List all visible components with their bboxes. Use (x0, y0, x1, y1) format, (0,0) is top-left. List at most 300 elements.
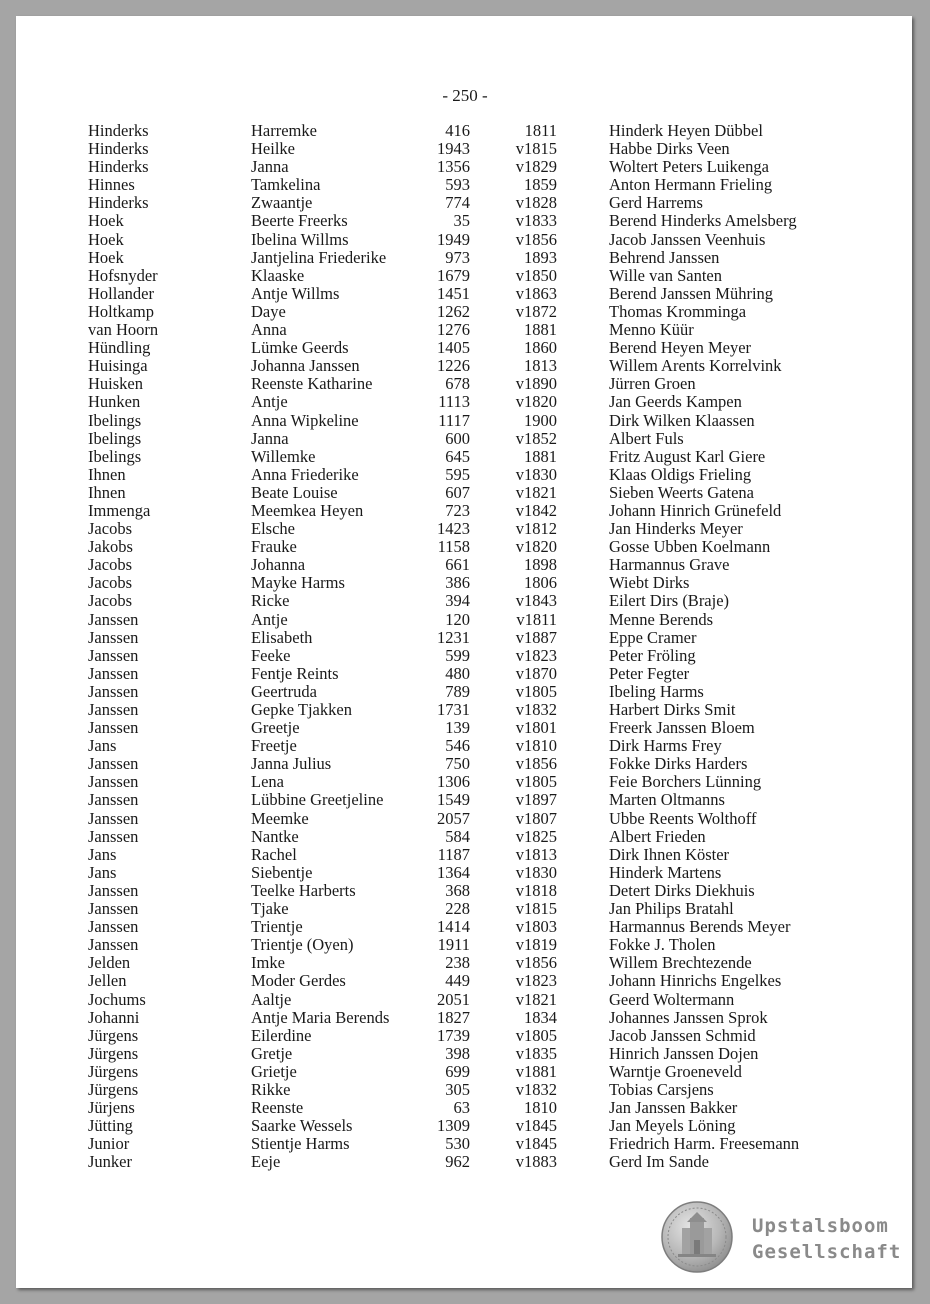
entry-number-cell: 1309 (437, 1116, 470, 1136)
entry-number-cell: 530 (445, 1134, 470, 1154)
spouse-cell: Johannes Janssen Sprok (609, 1007, 768, 1027)
year-cell: v1843 (515, 591, 557, 611)
table-row (0, 502, 930, 520)
given-name-cell: Daye (251, 301, 286, 321)
year-cell: v1820 (515, 537, 557, 557)
surname-cell: Jacobs (88, 591, 132, 611)
given-name-cell: Teelke Harberts (251, 880, 356, 900)
entry-number-cell: 1187 (437, 844, 470, 864)
spouse-cell: Behrend Janssen (609, 247, 720, 267)
table-row (0, 393, 930, 411)
surname-cell: Janssen (88, 663, 139, 683)
year-cell: v1801 (515, 718, 557, 738)
year-cell: 1811 (524, 121, 557, 140)
table-row (0, 158, 930, 176)
surname-cell: Jacobs (88, 555, 132, 575)
given-name-cell: Lümke Geerds (251, 338, 349, 358)
table-row (0, 212, 930, 230)
table-row (0, 1045, 930, 1063)
entry-number-cell: 1356 (437, 157, 470, 177)
given-name-cell: Rikke (251, 1079, 291, 1099)
given-name-cell: Harremke (251, 121, 317, 140)
year-cell: v1897 (515, 790, 557, 810)
spouse-cell: Johann Hinrich Grünefeld (609, 500, 782, 520)
entry-number-cell: 228 (445, 899, 470, 919)
entry-number-cell: 394 (445, 591, 470, 611)
given-name-cell: Saarke Wessels (251, 1116, 353, 1136)
table-row (0, 1153, 930, 1171)
spouse-cell: Jürren Groen (609, 374, 696, 394)
table-row (0, 810, 930, 828)
table-row (0, 1099, 930, 1117)
year-cell: v1852 (515, 428, 557, 448)
given-name-cell: Aaltje (251, 989, 292, 1009)
table-row (0, 357, 930, 375)
table-row (0, 303, 930, 321)
entry-number-cell: 1158 (437, 537, 470, 557)
year-cell: v1805 (515, 681, 557, 701)
year-cell: v1820 (515, 392, 557, 412)
spouse-cell: Dirk Wilken Klaassen (609, 410, 755, 430)
surname-cell: Ibelings (88, 428, 142, 448)
spouse-cell: Wille van Santen (609, 265, 722, 285)
year-cell: v1823 (515, 971, 557, 991)
table-row (0, 339, 930, 357)
given-name-cell: Beerte Freerks (251, 211, 348, 231)
surname-cell: Junker (88, 1152, 132, 1172)
year-cell: 1834 (524, 1007, 557, 1027)
given-name-cell: Mayke Harms (251, 573, 345, 593)
table-row (0, 972, 930, 990)
given-name-cell: Anna (251, 320, 287, 340)
entry-number-cell: 750 (445, 754, 470, 774)
surname-cell: Hinderks (88, 139, 149, 159)
table-row (0, 611, 930, 629)
year-cell: 1898 (524, 555, 557, 575)
year-cell: 1881 (524, 320, 557, 340)
year-cell: v1881 (515, 1061, 557, 1081)
table-row (0, 647, 930, 665)
spouse-cell: Menne Berends (609, 609, 714, 629)
spouse-cell: Fritz August Karl Giere (609, 446, 766, 466)
spouse-cell: Peter Fegter (609, 663, 690, 683)
table-row (0, 412, 930, 430)
entry-number-cell: 678 (445, 374, 470, 394)
spouse-cell: Gerd Harrems (609, 193, 703, 213)
given-name-cell: Stientje Harms (251, 1134, 350, 1154)
spouse-cell: Marten Oltmanns (609, 790, 725, 810)
entry-number-cell: 1739 (437, 1025, 470, 1045)
year-cell: v1830 (515, 464, 557, 484)
surname-cell: Huisken (88, 374, 143, 394)
surname-cell: Hinnes (88, 175, 135, 195)
surname-cell: Jochums (88, 989, 146, 1009)
surname-cell: Jellen (88, 971, 127, 991)
spouse-cell: Feie Borchers Lünning (609, 772, 762, 792)
table-row (0, 773, 930, 791)
entry-number-cell: 1414 (437, 917, 470, 937)
given-name-cell: Freetje (251, 736, 297, 756)
surname-cell: Jürgens (88, 1079, 139, 1099)
year-cell: v1805 (515, 1025, 557, 1045)
entry-number-cell: 1262 (437, 301, 470, 321)
surname-cell: Jelden (88, 953, 131, 973)
table-row (0, 285, 930, 303)
entry-number-cell: 973 (445, 247, 470, 267)
entry-number-cell: 1911 (437, 935, 470, 955)
surname-cell: Johanni (88, 1007, 140, 1027)
given-name-cell: Trientje (Oyen) (251, 935, 354, 955)
given-name-cell: Imke (251, 953, 285, 973)
year-cell: v1815 (515, 139, 557, 159)
spouse-cell: Albert Frieden (609, 826, 706, 846)
given-name-cell: Johanna (251, 555, 306, 575)
entry-number-cell: 63 (453, 1098, 470, 1118)
given-name-cell: Anna Wipkeline (251, 410, 359, 430)
spouse-cell: Harmannus Berends Meyer (609, 917, 791, 937)
surname-cell: Jakobs (88, 537, 133, 557)
surname-cell: Ibelings (88, 446, 142, 466)
entry-number-cell: 416 (445, 121, 470, 140)
surname-cell: Ihnen (88, 464, 126, 484)
table-row (0, 484, 930, 502)
year-cell: 1813 (524, 356, 557, 376)
given-name-cell: Eilerdine (251, 1025, 312, 1045)
table-row (0, 719, 930, 737)
given-name-cell: Trientje (251, 917, 303, 937)
surname-cell: Janssen (88, 754, 139, 774)
table-row (0, 755, 930, 773)
spouse-cell: Fokke Dirks Harders (609, 754, 748, 774)
surname-cell: Jans (88, 862, 117, 882)
surname-cell: Hinderks (88, 157, 149, 177)
entry-number-cell: 595 (445, 464, 470, 484)
entry-number-cell: 607 (445, 482, 470, 502)
entry-number-cell: 139 (445, 718, 470, 738)
year-cell: v1828 (515, 193, 557, 213)
entry-number-cell: 1451 (437, 283, 470, 303)
given-name-cell: Beate Louise (251, 482, 338, 502)
given-name-cell: Willemke (251, 446, 316, 466)
surname-cell: Jürjens (88, 1098, 135, 1118)
given-name-cell: Anna Friederike (251, 464, 359, 484)
entry-number-cell: 1364 (437, 862, 470, 882)
surname-cell: Janssen (88, 790, 139, 810)
table-row (0, 936, 930, 954)
table-row (0, 665, 930, 683)
entry-number-cell: 584 (445, 826, 470, 846)
spouse-cell: Menno Küür (609, 320, 694, 340)
surname-cell: Hollander (88, 283, 154, 303)
surname-cell: van Hoorn (88, 320, 159, 340)
entry-number-cell: 120 (445, 609, 470, 629)
year-cell: v1803 (515, 917, 557, 937)
spouse-cell: Dirk Harms Frey (609, 736, 722, 756)
table-row (0, 900, 930, 918)
year-cell: v1829 (515, 157, 557, 177)
entry-number-cell: 238 (445, 953, 470, 973)
given-name-cell: Moder Gerdes (251, 971, 346, 991)
register-table (0, 122, 930, 1171)
entry-number-cell: 600 (445, 428, 470, 448)
entry-number-cell: 1827 (437, 1007, 470, 1027)
surname-cell: Janssen (88, 718, 139, 738)
spouse-cell: Dirk Ihnen Köster (609, 844, 730, 864)
entry-number-cell: 2057 (437, 808, 470, 828)
spouse-cell: Anton Hermann Frieling (609, 175, 773, 195)
year-cell: v1818 (515, 880, 557, 900)
given-name-cell: Frauke (251, 537, 297, 557)
table-row (0, 375, 930, 393)
entry-number-cell: 774 (445, 193, 470, 213)
table-row (0, 954, 930, 972)
spouse-cell: Harbert Dirks Smit (609, 700, 736, 719)
year-cell: v1842 (515, 500, 557, 520)
year-cell: v1872 (515, 301, 557, 321)
entry-number-cell: 480 (445, 663, 470, 683)
entry-number-cell: 35 (453, 211, 470, 231)
spouse-cell: Eilert Dirs (Braje) (609, 591, 730, 611)
spouse-cell: Berend Hinderks Amelsberg (609, 211, 797, 231)
given-name-cell: Janna (251, 157, 289, 177)
year-cell: v1890 (515, 374, 557, 394)
table-row (0, 520, 930, 538)
entry-number-cell: 1731 (437, 700, 470, 719)
year-cell: v1845 (515, 1134, 557, 1154)
given-name-cell: Ricke (251, 591, 290, 611)
given-name-cell: Feeke (251, 645, 291, 665)
surname-cell: Jürgens (88, 1025, 139, 1045)
entry-number-cell: 1405 (437, 338, 470, 358)
entry-number-cell: 645 (445, 446, 470, 466)
given-name-cell: Lübbine Greetjeline (251, 790, 384, 810)
year-cell: v1812 (515, 519, 557, 539)
spouse-cell: Jan Geerds Kampen (609, 392, 742, 412)
surname-cell: Janssen (88, 609, 139, 629)
year-cell: v1856 (515, 229, 557, 249)
entry-number-cell: 386 (445, 573, 470, 593)
surname-cell: Huisinga (88, 356, 148, 376)
surname-cell: Janssen (88, 935, 139, 955)
entry-number-cell: 789 (445, 681, 470, 701)
entry-number-cell: 1113 (438, 392, 470, 412)
spouse-cell: Habbe Dirks Veen (609, 139, 730, 159)
table-row (0, 791, 930, 809)
year-cell: v1845 (515, 1116, 557, 1136)
given-name-cell: Reenste Katharine (251, 374, 373, 394)
table-row (0, 448, 930, 466)
surname-cell: Ibelings (88, 410, 142, 430)
given-name-cell: Nantke (251, 826, 299, 846)
table-row (0, 122, 930, 140)
spouse-cell: Hinderk Heyen Dübbel (609, 121, 763, 140)
surname-cell: Hoek (88, 211, 124, 231)
given-name-cell: Meemke (251, 808, 309, 828)
given-name-cell: Antje Willms (251, 283, 340, 303)
given-name-cell: Greetje (251, 718, 300, 738)
spouse-cell: Geerd Woltermann (609, 989, 735, 1009)
year-cell: v1815 (515, 899, 557, 919)
seal-icon (660, 1200, 734, 1274)
surname-cell: Jacobs (88, 519, 132, 539)
spouse-cell: Jan Philips Bratahl (609, 899, 734, 919)
table-row (0, 176, 930, 194)
table-row (0, 140, 930, 158)
year-cell: v1835 (515, 1043, 557, 1063)
year-cell: 1900 (524, 410, 557, 430)
year-cell: v1810 (515, 736, 557, 756)
year-cell: v1830 (515, 862, 557, 882)
surname-cell: Janssen (88, 627, 139, 647)
spouse-cell: Jacob Janssen Veenhuis (609, 229, 766, 249)
given-name-cell: Heilke (251, 139, 295, 159)
given-name-cell: Johanna Janssen (251, 356, 360, 376)
spouse-cell: Friedrich Harm. Freesemann (609, 1134, 800, 1154)
society-logo (660, 1200, 900, 1274)
spouse-cell: Peter Fröling (609, 645, 696, 665)
table-row (0, 267, 930, 285)
year-cell: v1833 (515, 211, 557, 231)
given-name-cell: Antje (251, 392, 288, 412)
surname-cell: Junior (88, 1134, 130, 1154)
entry-number-cell: 1679 (437, 265, 470, 285)
spouse-cell: Hinrich Janssen Dojen (609, 1043, 759, 1063)
spouse-cell: Ubbe Reents Wolthoff (609, 808, 757, 828)
entry-number-cell: 1549 (437, 790, 470, 810)
table-row (0, 556, 930, 574)
spouse-cell: Jan Hinderks Meyer (609, 519, 743, 539)
spouse-cell: Eppe Cramer (609, 627, 697, 647)
year-cell: v1883 (515, 1152, 557, 1172)
spouse-cell: Jan Janssen Bakker (609, 1098, 738, 1118)
year-cell: v1870 (515, 663, 557, 683)
entry-number-cell: 1231 (437, 627, 470, 647)
page-number: - 250 - (442, 86, 488, 105)
given-name-cell: Antje Maria Berends (251, 1007, 390, 1027)
table-row (0, 828, 930, 846)
given-name-cell: Antje (251, 609, 288, 629)
surname-cell: Jacobs (88, 573, 132, 593)
table-row (0, 846, 930, 864)
table-row (0, 1027, 930, 1045)
entry-number-cell: 962 (445, 1152, 470, 1172)
table-row (0, 1135, 930, 1153)
spouse-cell: Albert Fuls (609, 428, 684, 448)
table-row (0, 249, 930, 267)
table-row (0, 864, 930, 882)
surname-cell: Janssen (88, 808, 139, 828)
entry-number-cell: 368 (445, 880, 470, 900)
spouse-cell: Freerk Janssen Bloem (609, 718, 755, 738)
year-cell: v1821 (515, 989, 557, 1009)
entry-number-cell: 1276 (437, 320, 470, 340)
table-row (0, 1081, 930, 1099)
table-row (0, 683, 930, 701)
year-cell: v1832 (515, 1079, 557, 1099)
year-cell: v1887 (515, 627, 557, 647)
table-row (0, 882, 930, 900)
surname-cell: Janssen (88, 700, 139, 719)
given-name-cell: Tamkelina (251, 175, 321, 195)
year-cell: 1859 (524, 175, 557, 195)
spouse-cell: Jacob Janssen Schmid (609, 1025, 756, 1045)
surname-cell: Hinderks (88, 193, 149, 213)
entry-number-cell: 2051 (437, 989, 470, 1009)
spouse-cell: Thomas Kromminga (609, 301, 747, 321)
table-row (0, 918, 930, 936)
given-name-cell: Elsche (251, 519, 295, 539)
year-cell: v1807 (515, 808, 557, 828)
given-name-cell: Gepke Tjakken (251, 700, 352, 719)
given-name-cell: Zwaantje (251, 193, 313, 213)
surname-cell: Janssen (88, 880, 139, 900)
table-row (0, 194, 930, 212)
entry-number-cell: 723 (445, 500, 470, 520)
table-row (0, 629, 930, 647)
year-cell: v1811 (516, 609, 557, 629)
entry-number-cell: 1226 (437, 356, 470, 376)
year-cell: v1856 (515, 953, 557, 973)
entry-number-cell: 546 (445, 736, 470, 756)
year-cell: v1850 (515, 265, 557, 285)
table-row (0, 1117, 930, 1135)
entry-number-cell: 599 (445, 645, 470, 665)
given-name-cell: Ibelina Willms (251, 229, 349, 249)
surname-cell: Hunken (88, 392, 141, 412)
surname-cell: Ihnen (88, 482, 126, 502)
entry-number-cell: 449 (445, 971, 470, 991)
year-cell: 1860 (524, 338, 557, 358)
table-row (0, 231, 930, 249)
surname-cell: Jütting (88, 1116, 133, 1136)
table-row (0, 538, 930, 556)
year-cell: v1805 (515, 772, 557, 792)
entry-number-cell: 1943 (437, 139, 470, 159)
spouse-cell: Tobias Carsjens (609, 1079, 714, 1099)
entry-number-cell: 305 (445, 1079, 470, 1099)
surname-cell: Jans (88, 736, 117, 756)
surname-cell: Hinderks (88, 121, 149, 140)
given-name-cell: Rachel (251, 844, 297, 864)
given-name-cell: Lena (251, 772, 284, 792)
surname-cell: Janssen (88, 772, 139, 792)
surname-cell: Jans (88, 844, 117, 864)
year-cell: v1825 (515, 826, 557, 846)
surname-cell: Hoek (88, 247, 124, 267)
table-row (0, 430, 930, 448)
spouse-cell: Willem Arents Korrelvink (609, 356, 782, 376)
year-cell: v1832 (515, 700, 557, 719)
year-cell: v1863 (515, 283, 557, 303)
entry-number-cell: 398 (445, 1043, 470, 1063)
surname-cell: Immenga (88, 500, 151, 520)
table-row (0, 592, 930, 610)
spouse-cell: Hinderk Martens (609, 862, 722, 882)
spouse-cell: Sieben Weerts Gatena (609, 482, 754, 502)
surname-cell: Hofsnyder (88, 265, 158, 285)
given-name-cell: Klaaske (251, 265, 305, 285)
given-name-cell: Janna (251, 428, 289, 448)
spouse-cell: Willem Brechtezende (609, 953, 752, 973)
entry-number-cell: 699 (445, 1061, 470, 1081)
entry-number-cell: 1423 (437, 519, 470, 539)
table-row (0, 466, 930, 484)
year-cell: 1893 (524, 247, 557, 267)
given-name-cell: Grietje (251, 1061, 297, 1081)
spouse-cell: Johann Hinrichs Engelkes (609, 971, 782, 991)
given-name-cell: Tjake (251, 899, 289, 919)
table-row (0, 574, 930, 592)
